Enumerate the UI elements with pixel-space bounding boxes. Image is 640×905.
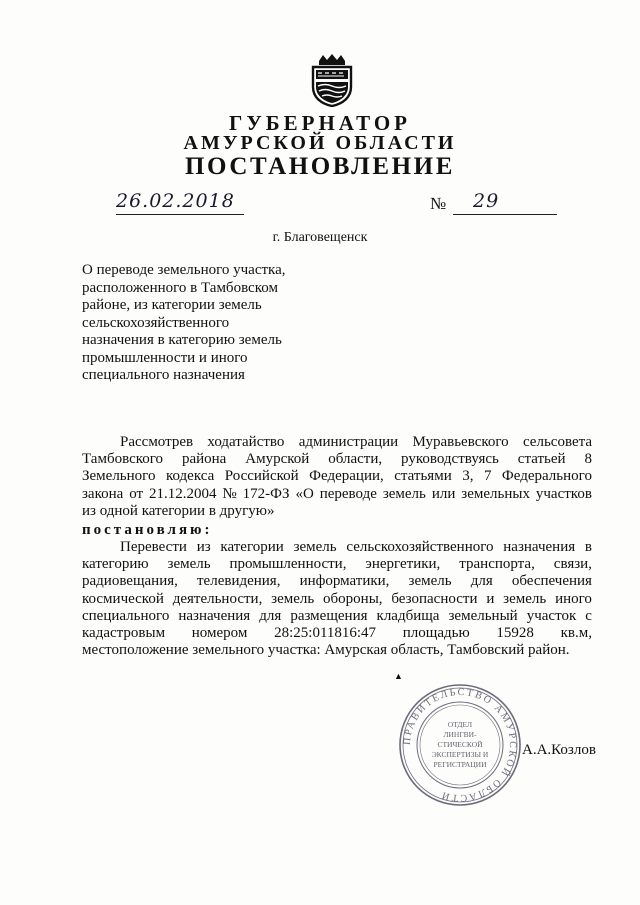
word: Земельного xyxy=(82,468,156,485)
word: земель xyxy=(408,573,452,590)
issuer-region: АМУРСКОЙ ОБЛАСТИ xyxy=(183,132,457,154)
seal-center-line: ЛИНГВИ- xyxy=(443,730,477,739)
justified-line xyxy=(82,434,592,451)
justified-line xyxy=(82,468,592,485)
word: Федерального xyxy=(501,468,592,485)
word: категорию xyxy=(82,556,149,573)
signer-name: А.А.Козлов xyxy=(522,742,596,758)
word: связи, xyxy=(553,556,592,573)
word: телевидения, xyxy=(197,573,281,590)
justified-line xyxy=(82,625,592,642)
word: кадастровым xyxy=(82,625,166,642)
word: Тамбовского xyxy=(82,451,164,468)
word: с xyxy=(585,607,592,624)
word: Российской xyxy=(224,468,299,485)
justified-line xyxy=(82,608,592,625)
preamble-paragraph xyxy=(82,434,592,520)
word: радиовещания, xyxy=(82,573,178,590)
word: земель xyxy=(503,590,547,607)
word: района xyxy=(181,451,227,468)
seal-ring-text: ПРАВИТЕЛЬСТВО АМУРСКОЙ ОБЛАСТИ xyxy=(401,686,519,804)
justified-line xyxy=(82,539,592,556)
seal-center-line: ОТДЕЛ xyxy=(447,720,473,729)
word: из xyxy=(196,539,211,555)
word: кодекса xyxy=(165,468,215,485)
justified-line xyxy=(82,451,592,468)
word: иного xyxy=(555,590,592,607)
word: № xyxy=(222,485,237,502)
word: 28:25:011816:47 xyxy=(274,625,377,642)
paragraph-line: местоположение земельного участка: Амурская область, Тамбовский район. xyxy=(82,642,570,659)
justified-line xyxy=(82,486,592,503)
word: «О xyxy=(295,485,314,502)
word: земель xyxy=(382,485,426,502)
date-handwritten: 26.02.2018 xyxy=(116,190,235,212)
word: космической xyxy=(82,590,164,607)
word: транспорта, xyxy=(459,556,535,573)
word: земель xyxy=(271,590,315,607)
document-type: ПОСТАНОВЛЕНИЕ xyxy=(184,153,456,180)
seal-center-line: ЭКСПЕРТИЗЫ И xyxy=(431,750,489,759)
word: 3, xyxy=(462,468,474,485)
word: земельный xyxy=(448,607,518,624)
city: г. Благовещенск xyxy=(272,230,368,245)
word: земель xyxy=(293,539,337,555)
word: специального xyxy=(82,607,170,624)
word: от xyxy=(129,485,144,502)
word: в xyxy=(584,539,592,555)
word: 15928 xyxy=(496,625,534,642)
official-seal-stamp xyxy=(398,683,522,807)
word: 172-ФЗ xyxy=(242,485,290,502)
word: назначения xyxy=(178,607,251,624)
word: Муравьевского xyxy=(412,434,509,450)
word: для xyxy=(470,573,493,590)
word: назначения xyxy=(503,539,576,555)
word: и xyxy=(486,590,495,607)
word: номером xyxy=(191,625,248,642)
word: 8 xyxy=(584,451,592,468)
word: обороны, xyxy=(323,590,383,607)
small-triangle-mark: ▲ xyxy=(394,671,403,681)
seal-center-line: РЕГИСТРАЦИИ xyxy=(433,760,487,769)
subject-line: О переводе земельного участка, xyxy=(82,262,286,278)
date-field xyxy=(116,192,244,215)
subject-line: районе, из категории земель xyxy=(82,297,262,313)
subject-line: специального назначения xyxy=(82,367,245,383)
word: сельсовета xyxy=(522,434,592,450)
word: ходатайство xyxy=(207,434,285,450)
word: промышленности, xyxy=(229,556,347,573)
word: информатики, xyxy=(299,573,390,590)
justified-line xyxy=(82,556,592,573)
justified-line xyxy=(82,573,592,590)
word: кв.м, xyxy=(560,625,592,642)
issuer-title: ГУБЕРНАТОР xyxy=(228,111,412,135)
word: категории xyxy=(220,539,284,555)
word: администрации xyxy=(298,434,399,450)
word: закона xyxy=(82,485,124,502)
word: площадью xyxy=(402,625,470,642)
paragraph-line: из одной категории в другую» xyxy=(82,502,275,519)
word: кладбища xyxy=(376,607,440,624)
word: переводе xyxy=(319,485,377,502)
word: земельных xyxy=(461,485,530,502)
subject-line: назначения в категорию земель xyxy=(82,332,282,348)
word: статьей xyxy=(517,451,566,468)
word: участок xyxy=(526,607,577,624)
word: для xyxy=(259,607,282,624)
word: участков xyxy=(535,485,592,502)
number-handwritten: 29 xyxy=(473,190,500,212)
word: области, xyxy=(328,451,383,468)
justified-line xyxy=(82,591,592,608)
word: руководствуясь xyxy=(401,451,499,468)
word: сельскохозяйственного xyxy=(346,539,494,555)
resolve-heading: постановляю: xyxy=(82,522,213,538)
word: обеспечения xyxy=(511,573,592,590)
word: безопасности xyxy=(391,590,478,607)
word: Федерации, xyxy=(309,468,384,485)
subject-line: промышленности и иного xyxy=(82,349,248,366)
number-label: № xyxy=(430,194,447,213)
word: 7 xyxy=(483,468,492,485)
subject-block xyxy=(82,262,312,385)
subject-line: расположенного в Тамбовском xyxy=(82,279,278,296)
word: размещения xyxy=(290,607,368,624)
word: энергетики, xyxy=(365,556,441,573)
word: Амурской xyxy=(245,451,310,468)
word: статьями xyxy=(394,468,452,485)
coat-of-arms-emblem xyxy=(309,53,355,107)
seal-center-line: СТИЧЕСКОЙ xyxy=(437,740,483,749)
word: 21.12.2004 xyxy=(149,485,217,502)
resolution-paragraph xyxy=(82,539,592,659)
word: Рассмотрев xyxy=(120,434,194,450)
subject-line: сельскохозяйственного xyxy=(82,314,230,331)
word: деятельности, xyxy=(172,590,263,607)
word: или xyxy=(431,485,456,502)
word: земель xyxy=(167,556,211,573)
number-field xyxy=(453,192,557,215)
word: Перевести xyxy=(120,539,187,555)
